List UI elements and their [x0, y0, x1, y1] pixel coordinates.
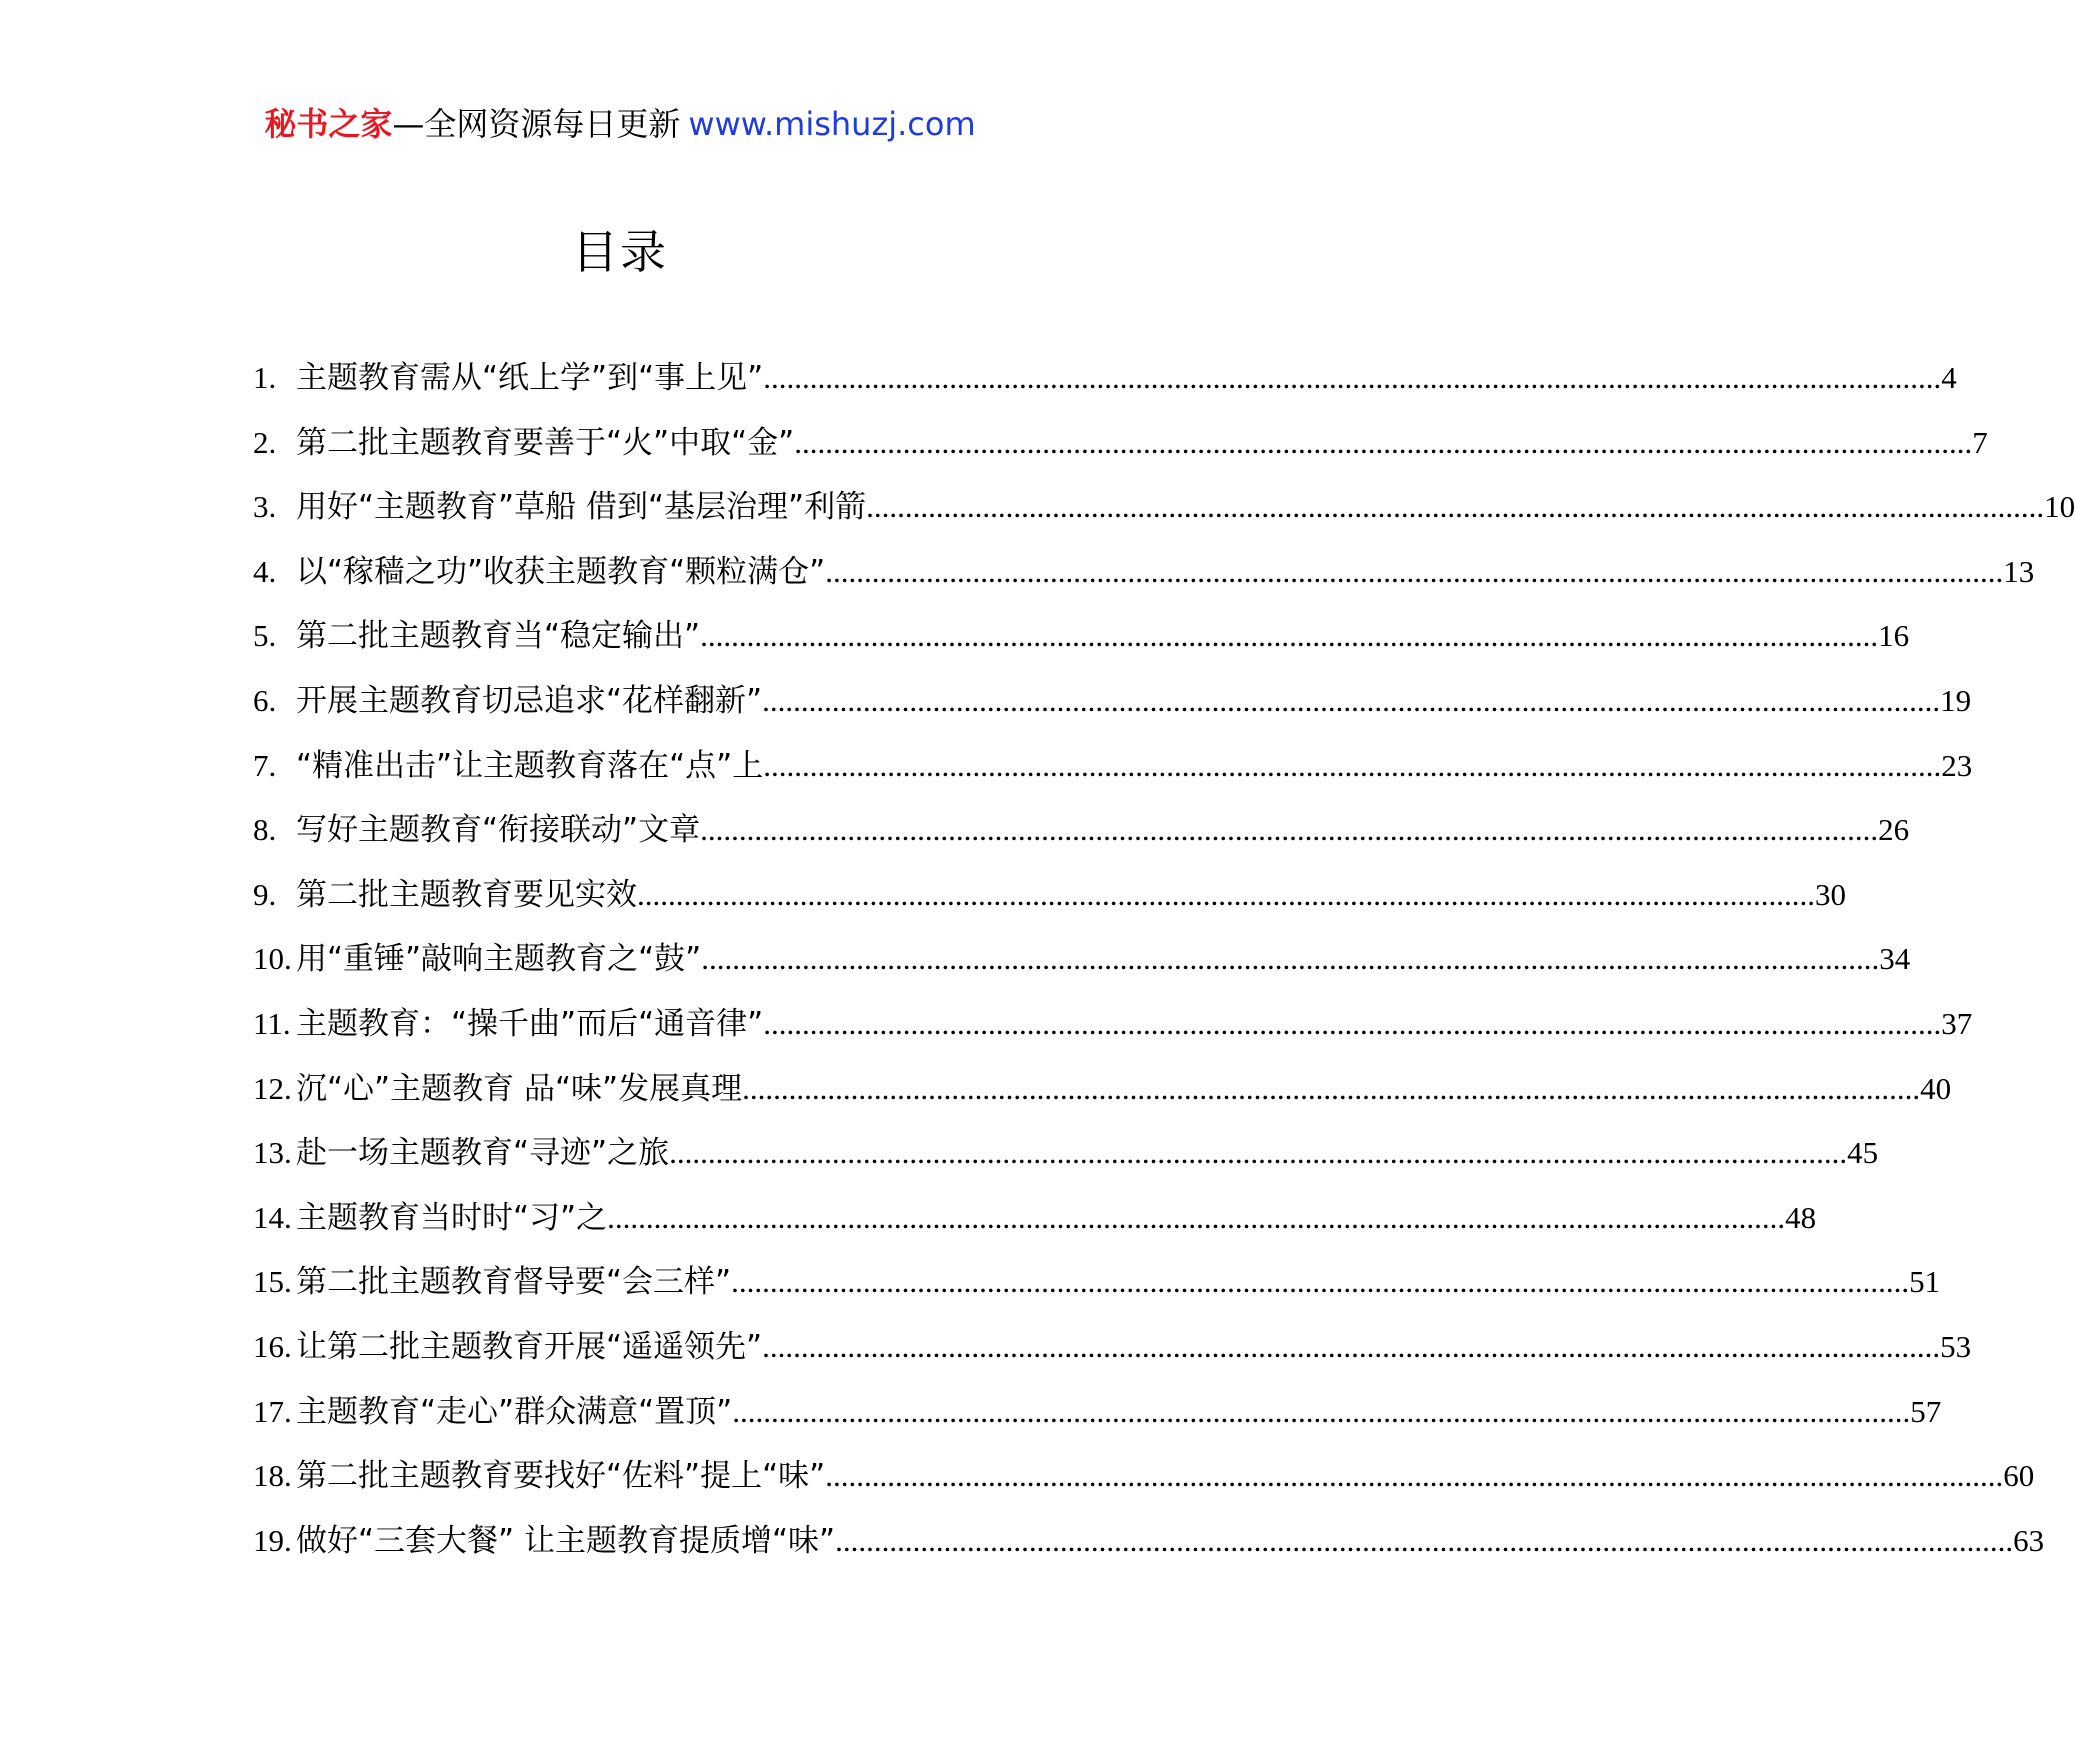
toc-entry-page: 26 — [1878, 812, 1910, 848]
toc-entry-title: 开展主题教育切忌追求“花样翻新” — [296, 682, 763, 719]
toc-dot-leader — [701, 937, 1879, 981]
toc-entry[interactable] — [253, 485, 2075, 550]
toc-entry[interactable] — [253, 1002, 1973, 1067]
toc-entry-number: 16. — [253, 1328, 292, 1364]
table-of-contents — [253, 356, 2075, 1583]
toc-entry-title: 写好主题教育“衔接联动”文章 — [296, 812, 701, 849]
toc-dot-leader — [732, 1390, 1910, 1434]
site-url[interactable]: www.mishuzj.com — [688, 105, 976, 143]
toc-entry-page: 57 — [1910, 1393, 1942, 1429]
toc-entry[interactable] — [253, 1454, 2035, 1519]
toc-dot-leader — [763, 356, 1941, 400]
toc-entry-page: 40 — [1920, 1070, 1952, 1106]
toc-entry-number: 15. — [253, 1264, 292, 1300]
toc-dot-leader — [762, 679, 1940, 723]
toc-entry[interactable] — [253, 550, 2035, 615]
toc-entry-number: 1. — [253, 360, 277, 395]
toc-entry-number: 10. — [253, 941, 292, 977]
toc-entry-title: “精准出击”让主题教育落在“点”上 — [296, 747, 764, 784]
toc-entry-title: 第二批主题教育要找好“佐料”提上“味” — [296, 1458, 826, 1495]
toc-entry[interactable] — [253, 1519, 2045, 1584]
toc-entry-page: 16 — [1878, 618, 1910, 654]
toc-entry[interactable] — [253, 614, 1910, 679]
toc-entry-page: 30 — [1815, 876, 1846, 912]
toc-entry-number: 5. — [253, 618, 277, 654]
toc-entry[interactable] — [253, 937, 1911, 1002]
toc-entry-title: 赴一场主题教育“寻迹”之旅 — [296, 1135, 670, 1172]
toc-entry-title: 用“重锤”敲响主题教育之“鼓” — [296, 941, 702, 978]
toc-dot-leader — [669, 1131, 1847, 1175]
toc-entry-page: 4 — [1941, 360, 1957, 395]
toc-entry-number: 19. — [253, 1522, 292, 1558]
toc-dot-leader — [866, 485, 2044, 529]
toc-entry-page: 53 — [1940, 1328, 1972, 1364]
toc-entry-number: 14. — [253, 1199, 292, 1235]
toc-entry-page: 51 — [1909, 1264, 1941, 1300]
toc-entry[interactable] — [253, 1196, 1817, 1261]
toc-entry-title: 主题教育当时时“习”之 — [296, 1199, 608, 1236]
site-tagline: —全网资源每日更新 — [392, 105, 681, 143]
toc-entry-number: 17. — [253, 1393, 292, 1429]
toc-entry-title: 第二批主题教育督导要“会三样” — [296, 1264, 732, 1301]
toc-entry-title: 第二批主题教育当“稳定输出” — [296, 618, 701, 655]
toc-entry-page: 34 — [1879, 941, 1911, 977]
toc-entry-page: 7 — [1972, 424, 1988, 460]
toc-entry[interactable] — [253, 873, 1846, 938]
toc-dot-leader — [700, 614, 1878, 658]
toc-entry-title: 用好“主题教育”草船 借到“基层治理”利箭 — [296, 489, 867, 526]
toc-dot-leader — [637, 873, 1815, 917]
toc-dot-leader — [835, 1519, 2013, 1563]
toc-dot-leader — [607, 1196, 1785, 1240]
toc-entry-page: 60 — [2003, 1458, 2035, 1494]
toc-entry-title: 沉“心”主题教育 品“味”发展真理 — [296, 1070, 743, 1107]
toc-dot-leader — [794, 421, 1972, 465]
toc-entry[interactable] — [253, 679, 1972, 744]
toc-dot-leader — [825, 1454, 2003, 1498]
toc-dot-leader — [731, 1260, 1909, 1304]
toc-entry-number: 2. — [253, 424, 277, 460]
toc-entry-page: 10 — [2044, 489, 2075, 525]
toc-entry-page: 37 — [1941, 1005, 1973, 1041]
toc-entry-number: 12. — [253, 1070, 292, 1106]
toc-entry-page: 13 — [2003, 553, 2035, 589]
toc-dot-leader — [762, 1325, 1940, 1369]
toc-entry[interactable] — [253, 1260, 1941, 1325]
toc-entry[interactable] — [253, 1131, 1879, 1196]
toc-entry-title: 第二批主题教育要善于“火”中取“金” — [296, 424, 795, 461]
toc-entry-page: 19 — [1940, 682, 1972, 718]
toc-entry-title: 做好“三套大餐” 让主题教育提质增“味” — [296, 1522, 836, 1559]
toc-entry-page: 23 — [1941, 747, 1973, 783]
toc-entry-title: 主题教育需从“纸上学”到“事上见” — [296, 360, 764, 396]
toc-entry-title: 主题教育“走心”群众满意“置顶” — [296, 1393, 733, 1430]
toc-entry[interactable] — [253, 421, 1988, 486]
toc-entry-number: 3. — [253, 489, 277, 525]
toc-entry-title: 让第二批主题教育开展“遥遥领先” — [296, 1328, 763, 1365]
toc-dot-leader — [825, 550, 2003, 594]
toc-entry[interactable] — [253, 1325, 1972, 1390]
toc-entry[interactable] — [253, 1067, 1952, 1132]
toc-dot-leader — [763, 744, 1941, 788]
toc-dot-leader — [742, 1067, 1920, 1111]
toc-entry-page: 48 — [1785, 1199, 1817, 1235]
toc-entry-number: 13. — [253, 1135, 292, 1171]
site-brand: 秘书之家 — [264, 105, 393, 143]
toc-entry[interactable] — [253, 356, 1957, 421]
toc-entry[interactable] — [253, 808, 1910, 873]
toc-entry-number: 4. — [253, 553, 277, 589]
toc-entry-number: 7. — [253, 747, 277, 783]
toc-entry-title: 主题教育：“操千曲”而后“通音律” — [296, 1005, 764, 1042]
toc-entry-number: 9. — [253, 876, 277, 912]
toc-entry-number: 6. — [253, 682, 277, 718]
toc-entry-page: 63 — [2013, 1522, 2045, 1558]
page-title: 目录 — [572, 225, 668, 279]
toc-entry[interactable] — [253, 1390, 1942, 1455]
toc-entry-page: 45 — [1847, 1135, 1879, 1171]
site-header — [0, 100, 1240, 148]
toc-dot-leader — [700, 808, 1878, 852]
toc-entry-number: 8. — [253, 812, 277, 848]
toc-entry-number: 18. — [253, 1458, 292, 1494]
toc-entry-title: 以“稼穑之功”收获主题教育“颗粒满仓” — [296, 553, 826, 590]
toc-entry-title: 第二批主题教育要见实效 — [296, 876, 637, 913]
toc-entry-number: 11. — [253, 1005, 291, 1041]
toc-dot-leader — [763, 1002, 1941, 1046]
toc-entry[interactable] — [253, 744, 1973, 809]
